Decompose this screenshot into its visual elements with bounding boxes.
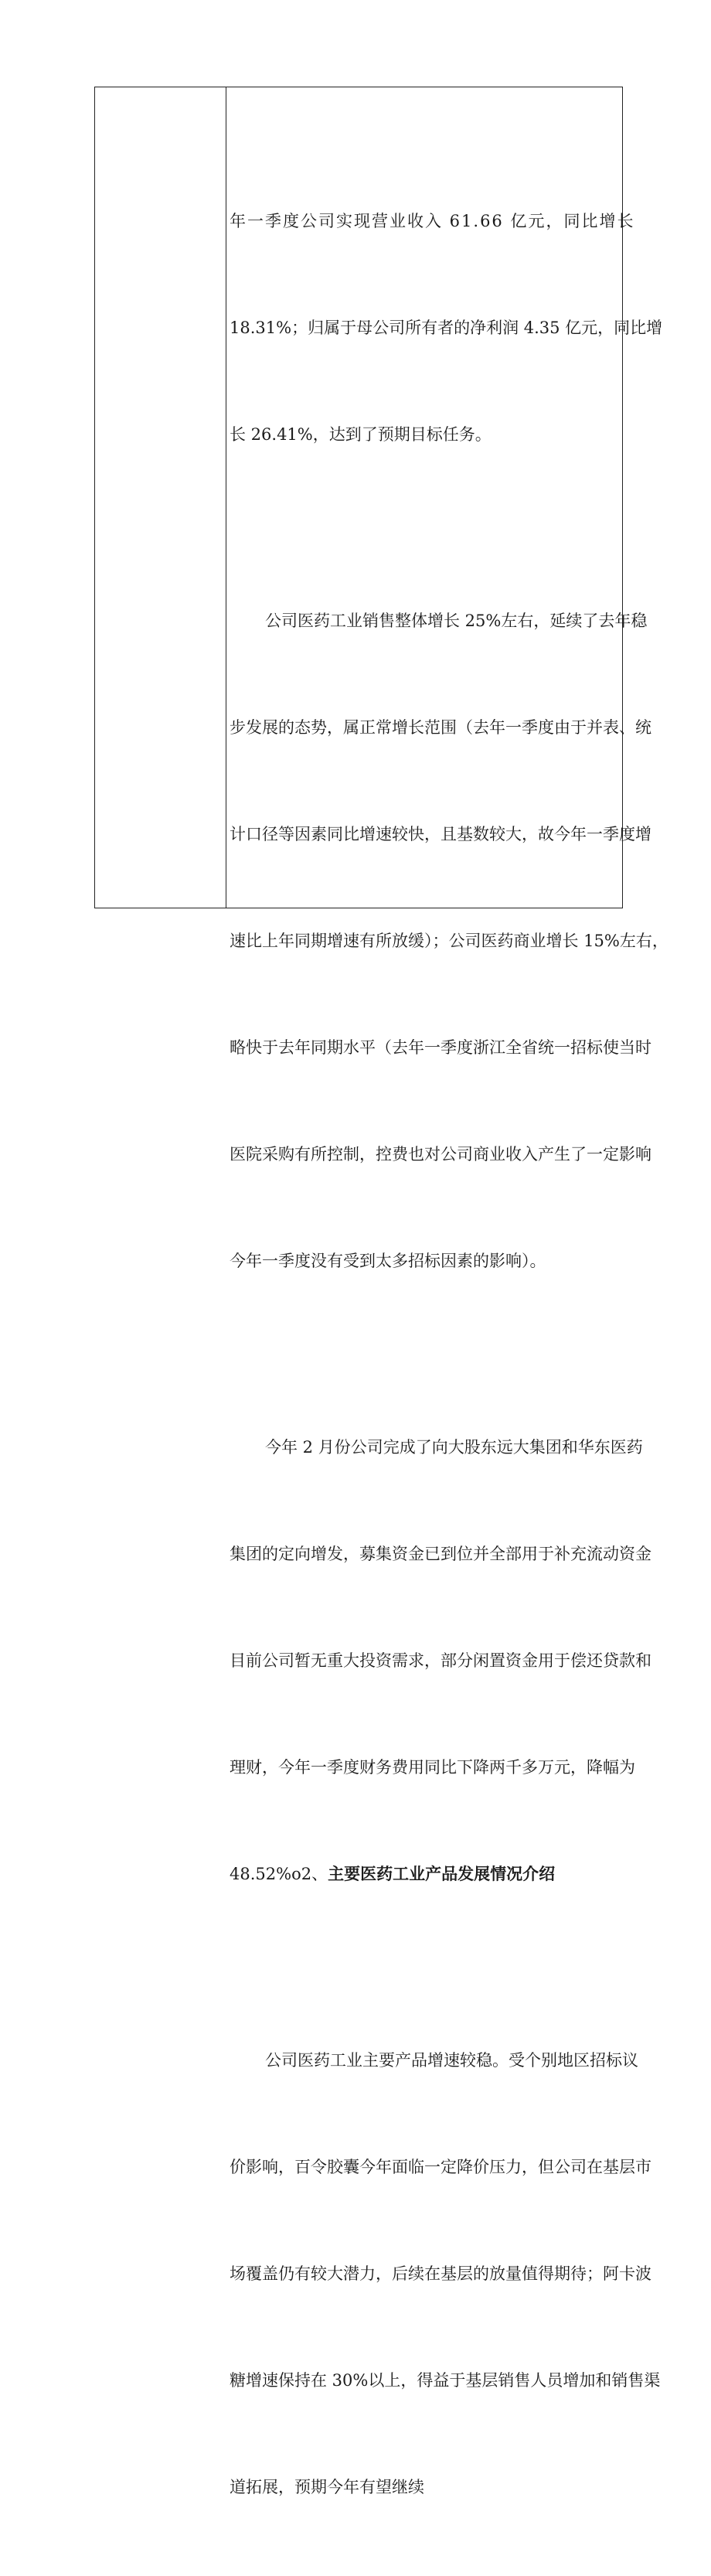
text-line: 价影响，百令胶囊今年面临一定降价压力，但公司在基层市 [230, 2158, 651, 2176]
text-line: 道拓展，预期今年有望继续 [230, 2478, 424, 2496]
text-line: 今年 2 月份公司完成了向大股东远大集团和华东医药 [265, 1438, 643, 1457]
text-line: 糖增速保持在 30%以上，得益于基层销售人员增加和销售渠 [230, 2371, 661, 2390]
document-table [94, 87, 668, 2496]
text-line: 速比上年同期增速有所放缓）；公司医药商业增长 15%左右， [230, 932, 668, 950]
text-fragment: 48.52%o2、 [230, 1865, 328, 1883]
text-line: 目前公司暂无重大投资需求，部分闲置资金用于偿还贷款和 [230, 1651, 651, 1670]
text-line: 今年一季度没有受到太多招标因素的影响）。 [230, 1252, 546, 1270]
text-line: 步发展的态势，属正常增长范围（去年一季度由于并表、统 [230, 718, 651, 737]
left-column-cell [95, 87, 226, 908]
section-heading: 主要医药工业产品发展情况介绍 [328, 1865, 556, 1883]
text-line: 场覆盖仍有较大潜力，后续在基层的放量值得期待；阿卡波 [230, 2264, 651, 2283]
paragraph-sales-growth [226, 532, 668, 1350]
text-line: 18.31%；归属于母公司所有者的净利润 4.35 亿元，同比增 [230, 319, 663, 337]
paragraph-revenue [226, 132, 663, 523]
text-line: 医院采购有所控制，控费也对公司商业收入产生了一定影响 [230, 1145, 651, 1164]
text-line: 计口径等因素同比增速较快，且基数较大，故今年一季度增 [230, 825, 651, 843]
text-line-with-heading [226, 1856, 622, 1892]
paragraph-private-placement [226, 1358, 651, 1963]
text-line: 公司医药工业销售整体增长 25%左右，延续了去年稳 [265, 612, 648, 630]
text-line: 长 26.41%，达到了预期目标任务。 [230, 425, 492, 444]
text-line: 集团的定向增发，募集资金已到位并全部用于补充流动资金 [230, 1545, 651, 1563]
text-line: 公司医药工业主要产品增速较稳。受个别地区招标议 [265, 2051, 638, 2070]
text-line: 年一季度公司实现营业收入 61.66 亿元，同比增长 [230, 212, 635, 230]
content-cell [226, 87, 668, 2496]
text-line: 理财，今年一季度财务费用同比下降两千多万元，降幅为 [230, 1758, 635, 1777]
paragraph-products [226, 1971, 661, 2576]
text-line: 略快于去年同期水平（去年一季度浙江全省统一招标使当时 [230, 1038, 651, 1057]
